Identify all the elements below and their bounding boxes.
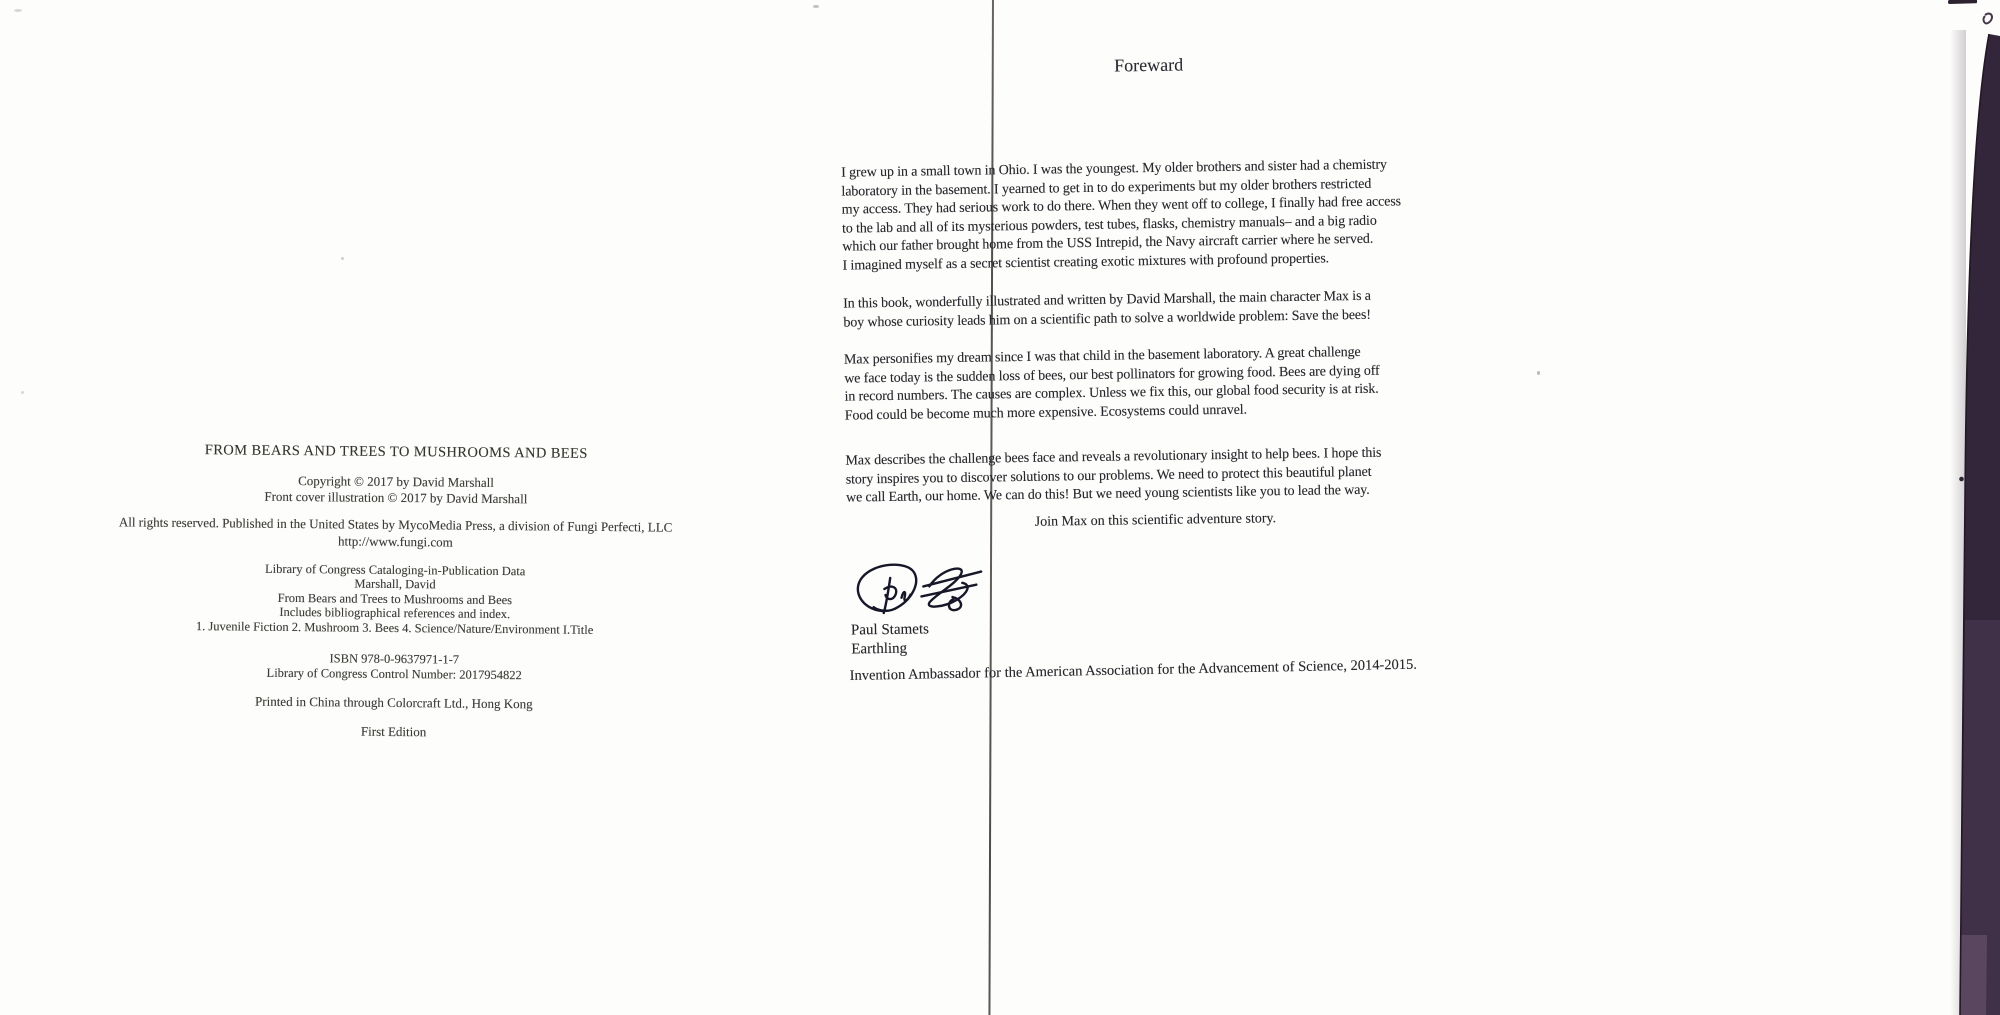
text-line: my access. They had serious work to do there. When they went off to college, I finally had free access bbox=[841, 194, 1402, 218]
paper-speck bbox=[813, 5, 819, 8]
credential-line: Invention Ambassador for the American Association for the Advancement of Science, 2014-2015. bbox=[849, 656, 1418, 685]
text-line: laboratory in the basement. I yearned to get in to do experiments but my older brothers restricted bbox=[841, 176, 1372, 200]
text-line: Library of Congress Cataloging-in-Publication Data bbox=[264, 561, 526, 579]
edition-line: First Edition bbox=[360, 723, 427, 740]
text-line: story inspires you to discover solutions to our problems. We need to protect this beautiful planet bbox=[845, 464, 1372, 488]
paper-speck bbox=[341, 257, 344, 260]
copyright-page bbox=[66, 0, 726, 1015]
publisher-lines bbox=[70, 513, 720, 553]
text-line: Max describes the challenge bees face and reveals a revolutionary insight to help bees. I hope this bbox=[845, 445, 1382, 469]
scan-speck-dot bbox=[1959, 477, 1964, 482]
scan-smudge-curl bbox=[1984, 14, 1992, 24]
signature-title: Earthling bbox=[851, 640, 908, 658]
copyright-lines bbox=[71, 471, 721, 508]
paper-speck bbox=[21, 391, 24, 394]
text-line: we call Earth, our home. We can do this! But we need young scientists like you to lead the way. bbox=[845, 482, 1370, 506]
text-line: to the lab and all of its mysterious powders, test tubes, flasks, chemistry manuals– and a big radio bbox=[841, 213, 1377, 237]
paper-speck bbox=[14, 9, 22, 12]
text-line: Front cover illustration © 2017 by David Marshall bbox=[264, 488, 528, 506]
text-line: boy whose curiosity leads him on a scientific path to solve a worldwide problem: Save the bees! bbox=[843, 307, 1371, 331]
library-of-congress-block bbox=[70, 560, 721, 638]
text-line: 1. Juvenile Fiction 2. Mushroom 3. Bees 4. Science/Nature/Environment I.Title bbox=[195, 618, 594, 637]
join-max-line: Join Max on this scientific adventure story. bbox=[1034, 511, 1277, 530]
text-line: in record numbers. The causes are complex. Unless we fix this, our global food security is at risk. bbox=[844, 381, 1379, 405]
text-line: Food could be become much more expensive. Ecosystems could unravel. bbox=[844, 402, 1248, 424]
text-line: I imagined myself as a secret scientist creating exotic mixtures with profound properties. bbox=[842, 250, 1330, 274]
foreword-page bbox=[839, 0, 1472, 1015]
signature-name: Paul Stamets bbox=[850, 621, 930, 639]
foreword-heading: Foreward bbox=[1113, 54, 1184, 76]
printed-in-line: Printed in China through Colorcraft Ltd., Hong Kong bbox=[254, 693, 533, 712]
paul-stamets-signature bbox=[849, 558, 1000, 622]
text-line: Copyright © 2017 by David Marshall bbox=[298, 473, 495, 490]
text-line: Library of Congress Control Number: 2017954822 bbox=[266, 665, 522, 682]
foreword-paragraph-4 bbox=[845, 445, 1382, 508]
text-line: Marshall, David bbox=[354, 577, 436, 592]
text-line: Includes bibliographical references and index. bbox=[279, 605, 511, 622]
text-line: we face today is the sudden loss of bees, our best pollinators for growing food. Bees are dying off bbox=[844, 363, 1380, 387]
text-line: All rights reserved. Published in the United States by MycoMedia Press, a division of Fungi Perfecti, LLC bbox=[118, 514, 673, 535]
text-line: which our father brought home from the USS Intrepid, the Navy aircraft carrier where he served. bbox=[842, 231, 1374, 255]
text-line: From Bears and Trees to Mushrooms and Bees bbox=[277, 590, 513, 607]
paper-speck bbox=[1537, 371, 1540, 375]
foreword-paragraph-1 bbox=[841, 156, 1402, 275]
foreword-paragraph-2 bbox=[843, 288, 1371, 333]
text-line: I grew up in a small town in Ohio. I was the youngest. My older brothers and sister had a chemistry bbox=[841, 157, 1387, 181]
text-line: Max personifies my dream since I was that child in the basement laboratory. A great challenge bbox=[843, 344, 1361, 368]
isbn-block bbox=[69, 649, 719, 684]
text-line: ISBN 978-0-9637971-1-7 bbox=[329, 651, 460, 667]
book-title: FROM BEARS AND TREES TO MUSHROOMS AND BEES bbox=[204, 442, 588, 462]
text-line: http://www.fungi.com bbox=[338, 533, 453, 550]
foreword-paragraph-3 bbox=[844, 344, 1380, 426]
scan-edge-band bbox=[1940, 0, 2000, 1015]
scan-top-dash bbox=[1948, 0, 1977, 4]
text-line: In this book, wonderfully illustrated and written by David Marshall, the main character Max is a bbox=[843, 288, 1371, 312]
